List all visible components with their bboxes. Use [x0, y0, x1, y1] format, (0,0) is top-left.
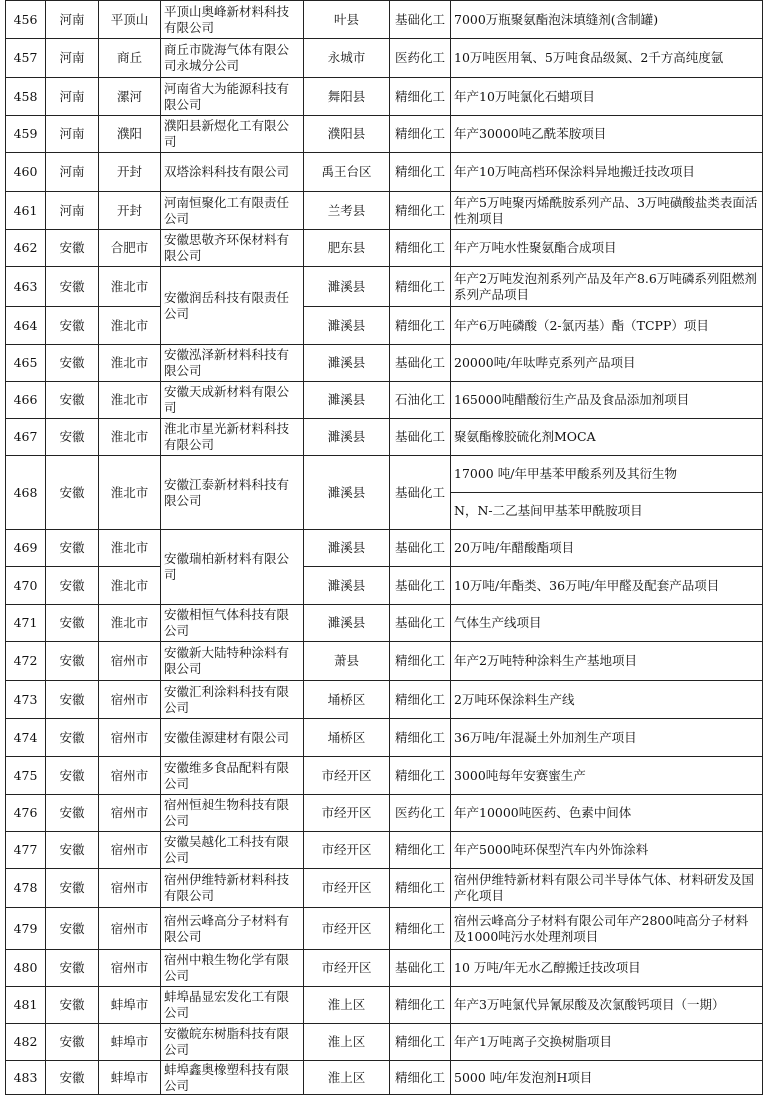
row-number: 476	[6, 795, 46, 832]
county: 淮上区	[304, 1024, 390, 1061]
project: 7000万瓶聚氨酯泡沫填缝剂(含制罐)	[451, 1, 763, 39]
county: 兰考县	[304, 192, 390, 230]
province: 安徽	[46, 345, 99, 382]
project: 年产万吨水性聚氨酯合成项目	[451, 230, 763, 267]
table-row	[6, 153, 763, 192]
row-number: 461	[6, 192, 46, 230]
project: 年产3万吨氯代异氰尿酸及次氯酸钙项目（一期）	[451, 987, 763, 1024]
row-number: 482	[6, 1024, 46, 1061]
city: 淮北市	[99, 382, 161, 419]
company: 安徽润岳科技有限责任公司	[161, 267, 304, 345]
company: 濮阳县新煜化工有限公司	[161, 116, 304, 153]
row-number: 465	[6, 345, 46, 382]
province: 安徽	[46, 530, 99, 567]
table-row	[6, 39, 763, 78]
project: 聚氨酯橡胶硫化剂MOCA	[451, 419, 763, 456]
city: 濮阳	[99, 116, 161, 153]
sector: 精细化工	[390, 116, 451, 153]
project: 年产10万吨高档环保涂料异地搬迁技改项目	[451, 153, 763, 192]
table-row	[6, 832, 763, 869]
province: 安徽	[46, 382, 99, 419]
city: 淮北市	[99, 456, 161, 530]
city: 淮北市	[99, 419, 161, 456]
table-row	[6, 1, 763, 39]
table-row	[6, 869, 763, 908]
province: 安徽	[46, 1061, 99, 1095]
city: 淮北市	[99, 307, 161, 345]
county: 淮上区	[304, 1061, 390, 1095]
sector: 基础化工	[390, 456, 451, 530]
table-row	[6, 230, 763, 267]
city: 合肥市	[99, 230, 161, 267]
sector: 基础化工	[390, 605, 451, 642]
city: 宿州市	[99, 681, 161, 719]
sector: 精细化工	[390, 153, 451, 192]
company: 河南恒聚化工有限责任公司	[161, 192, 304, 230]
province: 河南	[46, 116, 99, 153]
row-number: 459	[6, 116, 46, 153]
city: 宿州市	[99, 950, 161, 987]
row-number: 473	[6, 681, 46, 719]
county: 濉溪县	[304, 345, 390, 382]
row-number: 456	[6, 1, 46, 39]
row-number: 460	[6, 153, 46, 192]
project: 36万吨/年混凝土外加剂生产项目	[451, 719, 763, 757]
city: 宿州市	[99, 757, 161, 795]
project: 年产1万吨离子交换树脂项目	[451, 1024, 763, 1061]
sector: 精细化工	[390, 307, 451, 345]
table-row	[6, 419, 763, 456]
table-row	[6, 757, 763, 795]
province: 河南	[46, 39, 99, 78]
table-row	[6, 987, 763, 1024]
company: 商丘市陇海气体有限公司永城分公司	[161, 39, 304, 78]
row-number: 458	[6, 78, 46, 116]
company: 安徽思敬齐环保材料有限公司	[161, 230, 304, 267]
company: 安徽天成新材料有限公司	[161, 382, 304, 419]
county: 濉溪县	[304, 456, 390, 530]
table-row	[6, 681, 763, 719]
row-number: 479	[6, 908, 46, 950]
row-number: 477	[6, 832, 46, 869]
project: 20000吨/年呔哔克系列产品项目	[451, 345, 763, 382]
company: 安徽江泰新材料科技有限公司	[161, 456, 304, 530]
project: 年产5000吨环保型汽车内外饰涂料	[451, 832, 763, 869]
project: 年产2万吨特种涂料生产基地项目	[451, 642, 763, 681]
table-row	[6, 795, 763, 832]
sector: 基础化工	[390, 419, 451, 456]
project: 年产30000吨乙酰苯胺项目	[451, 116, 763, 153]
table-row	[6, 567, 763, 605]
project: 宿州云峰高分子材料有限公司年产2800吨高分子材料及1000吨污水处理剂项目	[451, 908, 763, 950]
sector: 精细化工	[390, 1024, 451, 1061]
row-number: 469	[6, 530, 46, 567]
project: 年产2万吨发泡剂系列产品及年产8.6万吨磷系列阻燃剂系列产品项目	[451, 267, 763, 307]
company: 安徽吴越化工科技有限公司	[161, 832, 304, 869]
province: 安徽	[46, 267, 99, 307]
project: 10万吨/年酯类、36万吨/年甲醛及配套产品项目	[451, 567, 763, 605]
province: 安徽	[46, 795, 99, 832]
row-number: 478	[6, 869, 46, 908]
province: 河南	[46, 192, 99, 230]
county: 市经开区	[304, 795, 390, 832]
province: 安徽	[46, 757, 99, 795]
city: 宿州市	[99, 869, 161, 908]
county: 濉溪县	[304, 530, 390, 567]
company: 安徽佳源建材有限公司	[161, 719, 304, 757]
sector: 基础化工	[390, 1, 451, 39]
province: 河南	[46, 153, 99, 192]
province: 安徽	[46, 605, 99, 642]
sector: 精细化工	[390, 908, 451, 950]
project: 气体生产线项目	[451, 605, 763, 642]
table-row	[6, 116, 763, 153]
table-row	[6, 78, 763, 116]
project: 年产10万吨氯化石蜡项目	[451, 78, 763, 116]
company: 双塔涂料科技有限公司	[161, 153, 304, 192]
row-number: 483	[6, 1061, 46, 1095]
row-number: 467	[6, 419, 46, 456]
sector: 基础化工	[390, 345, 451, 382]
county: 埇桥区	[304, 719, 390, 757]
company: 淮北市星光新材料科技有限公司	[161, 419, 304, 456]
county: 市经开区	[304, 908, 390, 950]
sector: 医药化工	[390, 39, 451, 78]
project-table	[5, 0, 763, 1095]
company: 安徽相恒气体科技有限公司	[161, 605, 304, 642]
county: 市经开区	[304, 757, 390, 795]
sector: 精细化工	[390, 192, 451, 230]
county: 濮阳县	[304, 116, 390, 153]
company: 宿州伊维特新材料科技有限公司	[161, 869, 304, 908]
project-secondary: N，N-二乙基间甲基苯甲酰胺项目	[451, 493, 763, 530]
company: 宿州云峰高分子材料有限公司	[161, 908, 304, 950]
table-row	[6, 950, 763, 987]
table-row	[6, 1061, 763, 1095]
project: 年产6万吨磷酸（2-氯丙基）酯（TCPP）项目	[451, 307, 763, 345]
city: 宿州市	[99, 642, 161, 681]
city: 淮北市	[99, 267, 161, 307]
row-number: 475	[6, 757, 46, 795]
city: 宿州市	[99, 908, 161, 950]
city: 蚌埠市	[99, 1061, 161, 1095]
province: 安徽	[46, 456, 99, 530]
province: 河南	[46, 1, 99, 39]
city: 宿州市	[99, 832, 161, 869]
city: 商丘	[99, 39, 161, 78]
company: 安徽汇利涂料科技有限公司	[161, 681, 304, 719]
row-number: 480	[6, 950, 46, 987]
county: 濉溪县	[304, 307, 390, 345]
province: 安徽	[46, 869, 99, 908]
county: 叶县	[304, 1, 390, 39]
county: 埇桥区	[304, 681, 390, 719]
province: 安徽	[46, 419, 99, 456]
sector: 石油化工	[390, 382, 451, 419]
province: 安徽	[46, 719, 99, 757]
row-number: 463	[6, 267, 46, 307]
city: 平顶山	[99, 1, 161, 39]
province: 安徽	[46, 567, 99, 605]
county: 禹王台区	[304, 153, 390, 192]
project: 年产5万吨聚丙烯酰胺系列产品、3万吨磺酸盐类表面活性剂项目	[451, 192, 763, 230]
city: 蚌埠市	[99, 1024, 161, 1061]
city: 蚌埠市	[99, 987, 161, 1024]
city: 淮北市	[99, 345, 161, 382]
sector: 精细化工	[390, 719, 451, 757]
company: 安徽新大陆特种涂料有限公司	[161, 642, 304, 681]
sector: 基础化工	[390, 950, 451, 987]
sector: 精细化工	[390, 230, 451, 267]
table-row	[6, 908, 763, 950]
project: 165000吨醋酸衍生产品及食品添加剂项目	[451, 382, 763, 419]
province: 安徽	[46, 832, 99, 869]
row-number: 472	[6, 642, 46, 681]
county: 永城市	[304, 39, 390, 78]
project: 10万吨医用氧、5万吨食品级氮、2千方高纯度氩	[451, 39, 763, 78]
row-number: 481	[6, 987, 46, 1024]
city: 开封	[99, 192, 161, 230]
city: 开封	[99, 153, 161, 192]
county: 濉溪县	[304, 382, 390, 419]
project: 宿州伊维特新材料有限公司半导体气体、材料研发及国产化项目	[451, 869, 763, 908]
county: 濉溪县	[304, 605, 390, 642]
province: 安徽	[46, 230, 99, 267]
company: 安徽泓泽新材料科技有限公司	[161, 345, 304, 382]
county: 濉溪县	[304, 267, 390, 307]
city: 宿州市	[99, 719, 161, 757]
sector: 基础化工	[390, 530, 451, 567]
sector: 精细化工	[390, 869, 451, 908]
row-number: 457	[6, 39, 46, 78]
county: 肥东县	[304, 230, 390, 267]
table-row	[6, 192, 763, 230]
province: 安徽	[46, 307, 99, 345]
province: 河南	[46, 78, 99, 116]
row-number: 462	[6, 230, 46, 267]
table-row	[6, 719, 763, 757]
company: 平顶山奥峰新材料科技有限公司	[161, 1, 304, 39]
sector: 精细化工	[390, 832, 451, 869]
county: 淮上区	[304, 987, 390, 1024]
table-row	[6, 307, 763, 345]
table-row	[6, 1024, 763, 1061]
project: 17000 吨/年甲基苯甲酸系列及其衍生物	[451, 456, 763, 493]
project: 年产10000吨医药、色素中间体	[451, 795, 763, 832]
county: 濉溪县	[304, 567, 390, 605]
table-row	[6, 345, 763, 382]
table-row	[6, 605, 763, 642]
province: 安徽	[46, 642, 99, 681]
company: 安徽瑞柏新材料有限公司	[161, 530, 304, 605]
county: 市经开区	[304, 832, 390, 869]
province: 安徽	[46, 908, 99, 950]
sector: 精细化工	[390, 267, 451, 307]
company: 宿州中粮生物化学有限公司	[161, 950, 304, 987]
row-number: 466	[6, 382, 46, 419]
project: 10 万吨/年无水乙醇搬迁技改项目	[451, 950, 763, 987]
sector: 基础化工	[390, 567, 451, 605]
project: 3000吨每年安赛蜜生产	[451, 757, 763, 795]
table-row	[6, 267, 763, 307]
province: 安徽	[46, 681, 99, 719]
county: 舞阳县	[304, 78, 390, 116]
province: 安徽	[46, 1024, 99, 1061]
company: 蚌埠鑫奥橡塑科技有限公司	[161, 1061, 304, 1095]
province: 安徽	[46, 987, 99, 1024]
province: 安徽	[46, 950, 99, 987]
sector: 精细化工	[390, 757, 451, 795]
table-row	[6, 456, 763, 493]
project: 5000 吨/年发泡剂H项目	[451, 1061, 763, 1095]
sector: 精细化工	[390, 987, 451, 1024]
county: 市经开区	[304, 950, 390, 987]
company: 蚌埠晶显宏发化工有限公司	[161, 987, 304, 1024]
city: 宿州市	[99, 795, 161, 832]
row-number: 468	[6, 456, 46, 530]
row-number: 464	[6, 307, 46, 345]
table-row	[6, 642, 763, 681]
city: 淮北市	[99, 567, 161, 605]
project: 20万吨/年醋酸酯项目	[451, 530, 763, 567]
row-number: 470	[6, 567, 46, 605]
sector: 精细化工	[390, 642, 451, 681]
project: 2万吨环保涂料生产线	[451, 681, 763, 719]
company: 安徽维多食品配料有限公司	[161, 757, 304, 795]
row-number: 474	[6, 719, 46, 757]
city: 淮北市	[99, 530, 161, 567]
city: 淮北市	[99, 605, 161, 642]
sector: 精细化工	[390, 1061, 451, 1095]
county: 萧县	[304, 642, 390, 681]
sector: 医药化工	[390, 795, 451, 832]
table-row	[6, 382, 763, 419]
company: 宿州恒昶生物科技有限公司	[161, 795, 304, 832]
sector: 精细化工	[390, 78, 451, 116]
company: 安徽皖东树脂科技有限公司	[161, 1024, 304, 1061]
sector: 精细化工	[390, 681, 451, 719]
county: 市经开区	[304, 869, 390, 908]
county: 濉溪县	[304, 419, 390, 456]
table-row	[6, 530, 763, 567]
row-number: 471	[6, 605, 46, 642]
city: 漯河	[99, 78, 161, 116]
company: 河南省大为能源科技有限公司	[161, 78, 304, 116]
